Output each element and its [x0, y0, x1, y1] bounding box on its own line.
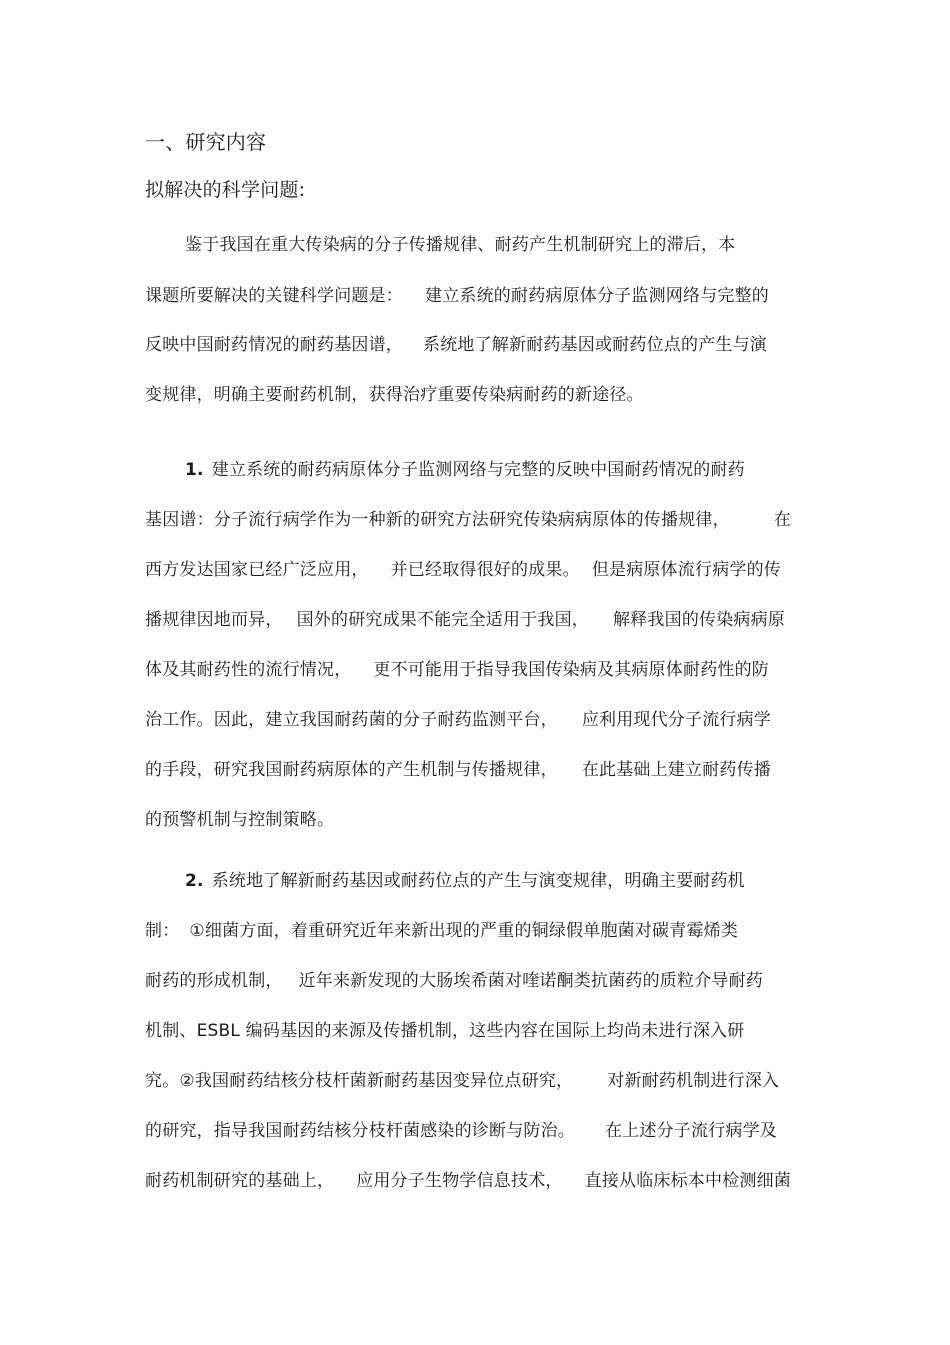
item2-line-7-part-c: 直接从临床标本中检测细菌	[584, 1171, 792, 1191]
item2-line-4: 机制、ESBL 编码基因的来源及传播机制，这些内容在国际上均尚未进行深入研	[145, 1021, 745, 1041]
item1-line-5	[145, 659, 769, 681]
item1-line-3-part-b: 并已经取得很好的成果。	[390, 560, 580, 580]
intro-line-1: 鉴于我国在重大传染病的分子传播规律、耐药产生机制研究上的滞后，本	[185, 235, 736, 255]
item2-line-3-part-b: 近年来新发现的大肠埃希菌对喹诺酮类抗菌药的质粒介导耐药	[298, 971, 764, 991]
item1-line-6-part-a: 治工作。因此，建立我国耐药菌的分子耐药监测平台，	[145, 710, 558, 730]
item1-line-3-part-c: 但是病原体流行病学的传	[591, 560, 782, 580]
item1-line-2-part-a: 基因谱：分子流行病学作为一种新的研究方法研究传染病病原体的传播规律，	[145, 510, 730, 530]
item1-line-1-text: 建立系统的耐药病原体分子监测网络与完整的反映中国耐药情况的耐药	[211, 460, 745, 480]
item2-line-1	[185, 870, 745, 892]
item1-line-4-part-c: 解释我国的传染病病原	[613, 610, 786, 630]
item1-line-7	[145, 759, 771, 781]
item2-line-1-text: 系统地了解新耐药基因或耐药位点的产生与演变规律，明确主要耐药机	[211, 871, 745, 891]
section-title: 一、研究内容	[145, 130, 267, 154]
intro-line-2-part-b: 建立系统的耐药病原体分子监测网络与完整的	[425, 286, 769, 306]
item1-line-2	[145, 509, 791, 531]
item2-line-7-part-a: 耐药机制研究的基础上，	[145, 1171, 335, 1191]
intro-line-3-part-b: 系统地了解新耐药基因或耐药位点的产生与演	[423, 335, 767, 355]
item1-line-8: 的预警机制与控制策略。	[145, 810, 335, 830]
item2-line-5-part-b: 对新耐药机制进行深入	[607, 1071, 780, 1091]
item2-line-7	[145, 1170, 791, 1192]
item1-line-7-part-b: 在此基础上建立耐药传播	[581, 760, 772, 780]
item1-line-4	[145, 609, 785, 631]
item1-line-1	[185, 459, 745, 481]
item2-line-3	[145, 970, 763, 992]
intro-line-2-part-a: 课题所要解决的关键科学问题是：	[145, 286, 403, 306]
item2-line-2-part-a: 制：	[145, 921, 180, 941]
item2-line-7-part-b: 应用分子生物学信息技术，	[356, 1171, 563, 1191]
item2-line-5	[145, 1070, 779, 1092]
item2-line-6-part-a: 的研究，指导我国耐药结核分枝杆菌感染的诊断与防治。	[145, 1121, 575, 1141]
item1-line-3	[145, 559, 781, 581]
intro-line-3	[145, 334, 767, 356]
item1-line-6	[145, 709, 771, 731]
item1-line-2-part-b: 在	[773, 510, 792, 530]
intro-line-2	[145, 285, 769, 307]
item1-line-4-part-b: 国外的研究成果不能完全适用于我国，	[296, 610, 590, 630]
item2-line-3-part-a: 耐药的形成机制，	[145, 971, 283, 991]
subtitle: 拟解决的科学问题:	[145, 179, 306, 201]
item2-line-6-part-b: 在上述分子流行病学及	[605, 1121, 777, 1141]
item1-line-5-part-b: 更不可能用于指导我国传染病及其病原体耐药性的防	[373, 660, 770, 680]
item1-line-7-part-a: 的手段，研究我国耐药病原体的产生机制与传播规律，	[145, 760, 558, 780]
item1-number: 1.	[185, 460, 204, 480]
item2-line-2-part-b: ①细菌方面，着重研究近年来新出现的严重的铜绿假单胞菌对碳青霉烯类	[189, 921, 739, 941]
item2-line-5-part-a: 究。②我国耐药结核分枝杆菌新耐药基因变异位点研究，	[145, 1071, 574, 1091]
intro-line-3-part-a: 反映中国耐药情况的耐药基因谱，	[145, 335, 403, 355]
item1-line-4-part-a: 播规律因地而异，	[145, 610, 283, 630]
item1-line-3-part-a: 西方发达国家已经广泛应用，	[145, 560, 369, 580]
intro-line-4: 变规律，明确主要耐药机制，获得治疗重要传染病耐药的新途径。	[145, 385, 644, 405]
item2-line-6	[145, 1120, 777, 1142]
item1-line-6-part-b: 应利用现代分子流行病学	[581, 710, 772, 730]
item2-line-2	[145, 920, 738, 942]
item1-line-5-part-a: 体及其耐药性的流行情况，	[145, 660, 352, 680]
item2-number: 2.	[185, 871, 204, 891]
